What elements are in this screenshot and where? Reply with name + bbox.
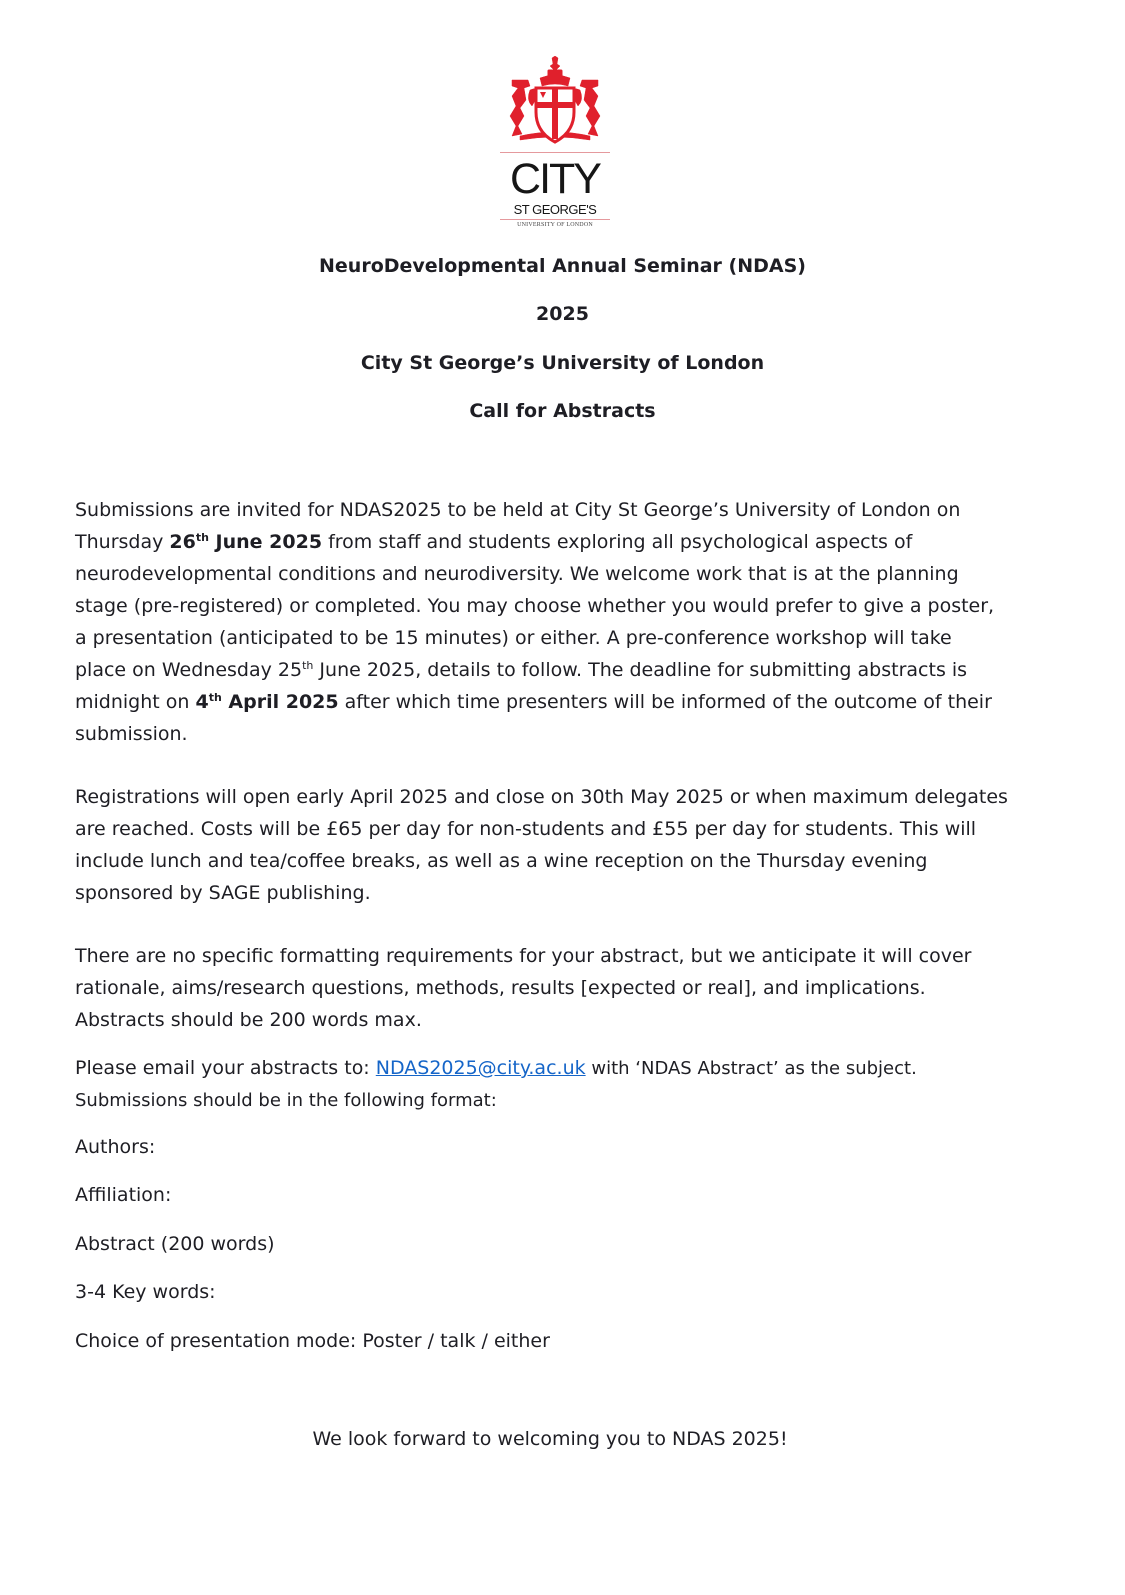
seminar-title: NeuroDevelopmental Annual Seminar (NDAS) [319, 255, 806, 277]
field-authors: Authors: [75, 1136, 156, 1158]
text-line: neurodevelopmental conditions and neurodiversity. We welcome work that is at the planning [75, 563, 959, 585]
logo-subname: ST GEORGE'S [513, 202, 597, 217]
text-line: Please email your abstracts to: NDAS2025@city.ac.uk with ‘NDAS Abstract’ as the subject. [75, 1057, 917, 1079]
text-line: are reached. Costs will be £65 per day for non-students and £55 per day for students. This will [75, 818, 977, 840]
text-line: Submissions should be in the following format: [75, 1090, 497, 1111]
email-paragraph [75, 1052, 1050, 1117]
logo-divider [500, 219, 610, 220]
text-line: Thursday 26th June 2025 from staff and students exploring all psychological aspects of [75, 531, 913, 553]
text-line: submission. [75, 723, 188, 745]
text-line: There are no specific formatting requirements for your abstract, but we anticipate it will cover [75, 945, 972, 967]
submissions-paragraph [75, 494, 1050, 750]
text-line: a presentation (anticipated to be 15 minutes) or either. A pre-conference workshop will take [75, 627, 952, 649]
formatting-paragraph [75, 940, 1050, 1036]
deadline-date: 4th April 2025 [195, 691, 339, 713]
field-presentation-mode: Choice of presentation mode: Poster / talk / either [75, 1330, 550, 1352]
coat-of-arms-icon [502, 56, 608, 152]
seminar-year: 2025 [536, 303, 589, 325]
text-line: place on Wednesday 25th June 2025, details to follow. The deadline for submitting abstracts is [75, 659, 968, 681]
text-line: sponsored by SAGE publishing. [75, 882, 371, 904]
registration-paragraph [75, 781, 1050, 909]
call-for-abstracts-heading: Call for Abstracts [469, 400, 656, 422]
text-line: Abstracts should be 200 words max. [75, 1009, 422, 1031]
text-line: include lunch and tea/coffee breaks, as well as a wine reception on the Thursday evening [75, 850, 928, 872]
closing-line: We look forward to welcoming you to NDAS 2025! [312, 1428, 788, 1450]
text-line: stage (pre-registered) or completed. You may choose whether you would prefer to give a poster, [75, 595, 995, 617]
field-keywords: 3-4 Key words: [75, 1281, 216, 1303]
text-line: midnight on 4th April 2025 after which time presenters will be informed of the outcome of their [75, 691, 992, 713]
text-line: rationale, aims/research questions, methods, results [expected or real], and implications. [75, 977, 926, 999]
email-link[interactable]: NDAS2025@city.ac.uk [375, 1057, 586, 1079]
conference-date: 26th June 2025 [169, 531, 323, 553]
text-line: Registrations will open early April 2025 and close on 30th May 2025 or when maximum delegates [75, 786, 1008, 808]
field-abstract: Abstract (200 words) [75, 1233, 275, 1255]
text-line: Submissions are invited for NDAS2025 to be held at City St George’s University of London on [75, 499, 961, 521]
university-logo [496, 56, 614, 234]
field-affiliation: Affiliation: [75, 1184, 172, 1206]
logo-tagline: UNIVERSITY OF LONDON [517, 222, 593, 228]
logo-divider [500, 152, 610, 153]
institution-name: City St George’s University of London [360, 352, 765, 374]
logo-wordmark: CITY [510, 155, 600, 203]
